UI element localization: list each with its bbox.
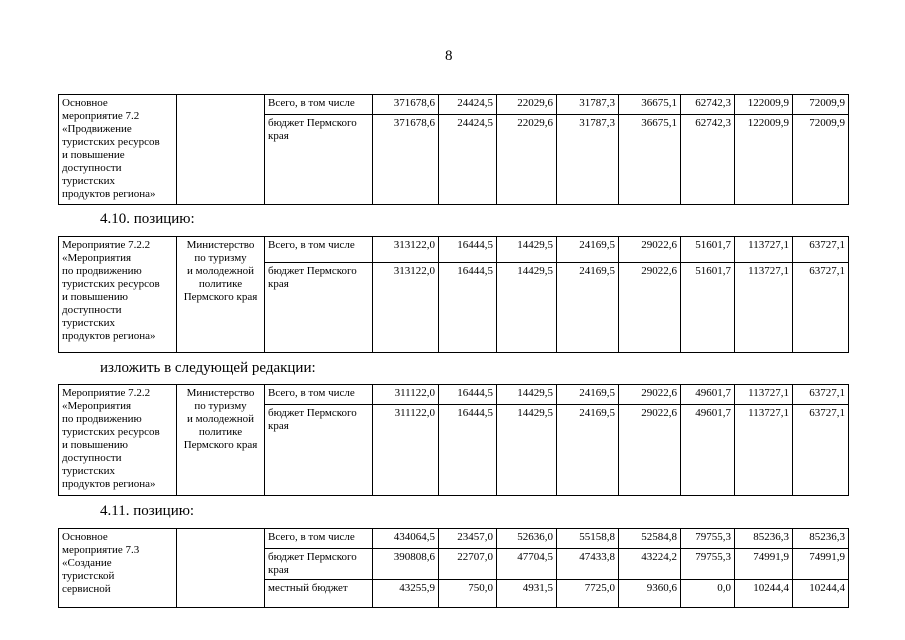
text-line: мероприятие 7.3 [62,544,140,556]
amount-cell: 0,0 [681,580,735,608]
amount-cell: 49601,7 [681,385,735,405]
text-line: политике [198,278,243,290]
text-line: и молодежной [187,265,254,277]
amount-cell: 62742,3 [681,95,735,115]
text-line: края [268,564,289,576]
amount-cell: 4931,5 [497,580,557,608]
amount-cell: 24424,5 [439,115,497,205]
amount-cell: 47433,8 [557,549,619,580]
amount-cell: 14429,5 [497,237,557,263]
table-activity-7-2 [58,94,849,205]
text-line: «Создание [62,557,112,569]
amount-cell: 14429,5 [497,263,557,353]
amount-cell: 24169,5 [557,385,619,405]
table-row [59,385,849,405]
amount-cell: 10244,4 [793,580,849,608]
text-line: Пермского края [183,439,258,451]
funding-source-cell [265,263,373,353]
amount-cell: 72009,9 [793,115,849,205]
amount-cell: 85236,3 [735,529,793,549]
amount-cell: 63727,1 [793,237,849,263]
amount-cell: 434064,5 [373,529,439,549]
text-line: и повышению [62,439,128,451]
executor-cell [177,237,265,353]
amount-cell: 14429,5 [497,385,557,405]
amount-cell: 36675,1 [619,95,681,115]
amount-cell: 63727,1 [793,385,849,405]
text-line: по продвижению [62,413,142,425]
amount-cell: 311122,0 [373,405,439,496]
text-line: края [268,130,289,142]
page-number: 8 [445,48,453,64]
funding-source-cell [265,95,373,115]
amount-cell: 47704,5 [497,549,557,580]
amount-cell: 85236,3 [793,529,849,549]
executor-cell [177,385,265,496]
table-activity-7-3 [58,528,849,608]
text-line: продуктов региона» [62,188,156,200]
amount-cell: 16444,5 [439,237,497,263]
text-line: Министерство [186,239,255,251]
text-line: доступности [62,452,122,464]
text-line: Всего, в том числе [268,531,355,543]
amount-cell: 51601,7 [681,263,735,353]
text-line: Основное [62,97,108,109]
text-line: туристских ресурсов [62,136,160,148]
amount-cell: 122009,9 [735,95,793,115]
amount-cell: 390808,6 [373,549,439,580]
text-line: по туризму [194,400,247,412]
text-line: края [268,278,289,290]
text-line: «Мероприятия [62,252,132,264]
amount-cell: 72009,9 [793,95,849,115]
activity-name-cell [59,237,177,353]
text-line: Мероприятие 7.2.2 [62,387,151,399]
text-line: бюджет Пермского [268,117,357,129]
text-line: и повышению [62,291,128,303]
text-line: и молодежной [187,413,254,425]
executor-cell [177,529,265,608]
amount-cell: 52636,0 [497,529,557,549]
amount-cell: 113727,1 [735,263,793,353]
text-line: Всего, в том числе [268,97,355,109]
text-line: бюджет Пермского [268,551,357,563]
paragraph-4-10: 4.10. позицию: [100,211,195,227]
funding-source-cell [265,549,373,580]
amount-cell: 16444,5 [439,385,497,405]
amount-cell: 10244,4 [735,580,793,608]
text-line: Основное [62,531,108,543]
amount-cell: 9360,6 [619,580,681,608]
text-line: Министерство [186,387,255,399]
table-row [59,95,849,115]
activity-name-cell [59,95,177,205]
amount-cell: 31787,3 [557,115,619,205]
amount-cell: 7725,0 [557,580,619,608]
amount-cell: 113727,1 [735,405,793,496]
text-line: туристских ресурсов [62,278,160,290]
funding-source-cell [265,237,373,263]
amount-cell: 74991,9 [793,549,849,580]
amount-cell: 29022,6 [619,385,681,405]
amount-cell: 29022,6 [619,237,681,263]
text-line: политике [198,426,243,438]
amount-cell: 313122,0 [373,263,439,353]
table-row [59,237,849,263]
text-line: продуктов региона» [62,478,156,490]
amount-cell: 24169,5 [557,237,619,263]
amount-cell: 24169,5 [557,263,619,353]
amount-cell: 74991,9 [735,549,793,580]
text-line: бюджет Пермского [268,265,357,277]
amount-cell: 16444,5 [439,263,497,353]
amount-cell: 22029,6 [497,95,557,115]
text-line: продуктов региона» [62,330,156,342]
text-line: туристских ресурсов [62,426,160,438]
amount-cell: 62742,3 [681,115,735,205]
amount-cell: 31787,3 [557,95,619,115]
amount-cell: 24424,5 [439,95,497,115]
text-line: Мероприятие 7.2.2 [62,239,151,251]
text-line: края [268,420,289,432]
text-line: туристских [62,175,115,187]
executor-cell [177,95,265,205]
activity-name-cell [59,385,177,496]
text-line: мероприятие 7.2 [62,110,140,122]
amount-cell: 750,0 [439,580,497,608]
text-line: и повышение [62,149,125,161]
amount-cell: 371678,6 [373,95,439,115]
table-activity-7-2-2-old [58,236,849,353]
text-line: Всего, в том числе [268,387,355,399]
table-row [59,529,849,549]
funding-source-cell [265,385,373,405]
paragraph-new-edition: изложить в следующей редакции: [100,360,316,376]
text-line: «Мероприятия [62,400,132,412]
amount-cell: 63727,1 [793,263,849,353]
amount-cell: 52584,8 [619,529,681,549]
table-activity-7-2-2-new [58,384,849,496]
text-line: сервисной [62,583,111,595]
text-line: Всего, в том числе [268,239,355,251]
amount-cell: 79755,3 [681,549,735,580]
text-line: доступности [62,162,122,174]
amount-cell: 36675,1 [619,115,681,205]
amount-cell: 55158,8 [557,529,619,549]
text-line: Пермского края [183,291,258,303]
paragraph-4-11: 4.11. позицию: [100,503,195,519]
amount-cell: 371678,6 [373,115,439,205]
amount-cell: 51601,7 [681,237,735,263]
amount-cell: 122009,9 [735,115,793,205]
text-line: местный бюджет [268,582,348,594]
amount-cell: 29022,6 [619,405,681,496]
text-line: туристской [62,570,115,582]
text-line: бюджет Пермского [268,407,357,419]
amount-cell: 29022,6 [619,263,681,353]
amount-cell: 79755,3 [681,529,735,549]
text-line: по продвижению [62,265,142,277]
amount-cell: 24169,5 [557,405,619,496]
amount-cell: 14429,5 [497,405,557,496]
amount-cell: 63727,1 [793,405,849,496]
text-line: «Продвижение [62,123,132,135]
amount-cell: 22707,0 [439,549,497,580]
amount-cell: 16444,5 [439,405,497,496]
amount-cell: 311122,0 [373,385,439,405]
amount-cell: 49601,7 [681,405,735,496]
funding-source-cell [265,115,373,205]
amount-cell: 43224,2 [619,549,681,580]
text-line: туристских [62,465,115,477]
text-line: туристских [62,317,115,329]
amount-cell: 313122,0 [373,237,439,263]
funding-source-cell [265,405,373,496]
amount-cell: 113727,1 [735,237,793,263]
amount-cell: 43255,9 [373,580,439,608]
amount-cell: 23457,0 [439,529,497,549]
funding-source-cell [265,580,373,608]
text-line: по туризму [194,252,247,264]
activity-name-cell [59,529,177,608]
text-line: доступности [62,304,122,316]
funding-source-cell [265,529,373,549]
amount-cell: 113727,1 [735,385,793,405]
amount-cell: 22029,6 [497,115,557,205]
